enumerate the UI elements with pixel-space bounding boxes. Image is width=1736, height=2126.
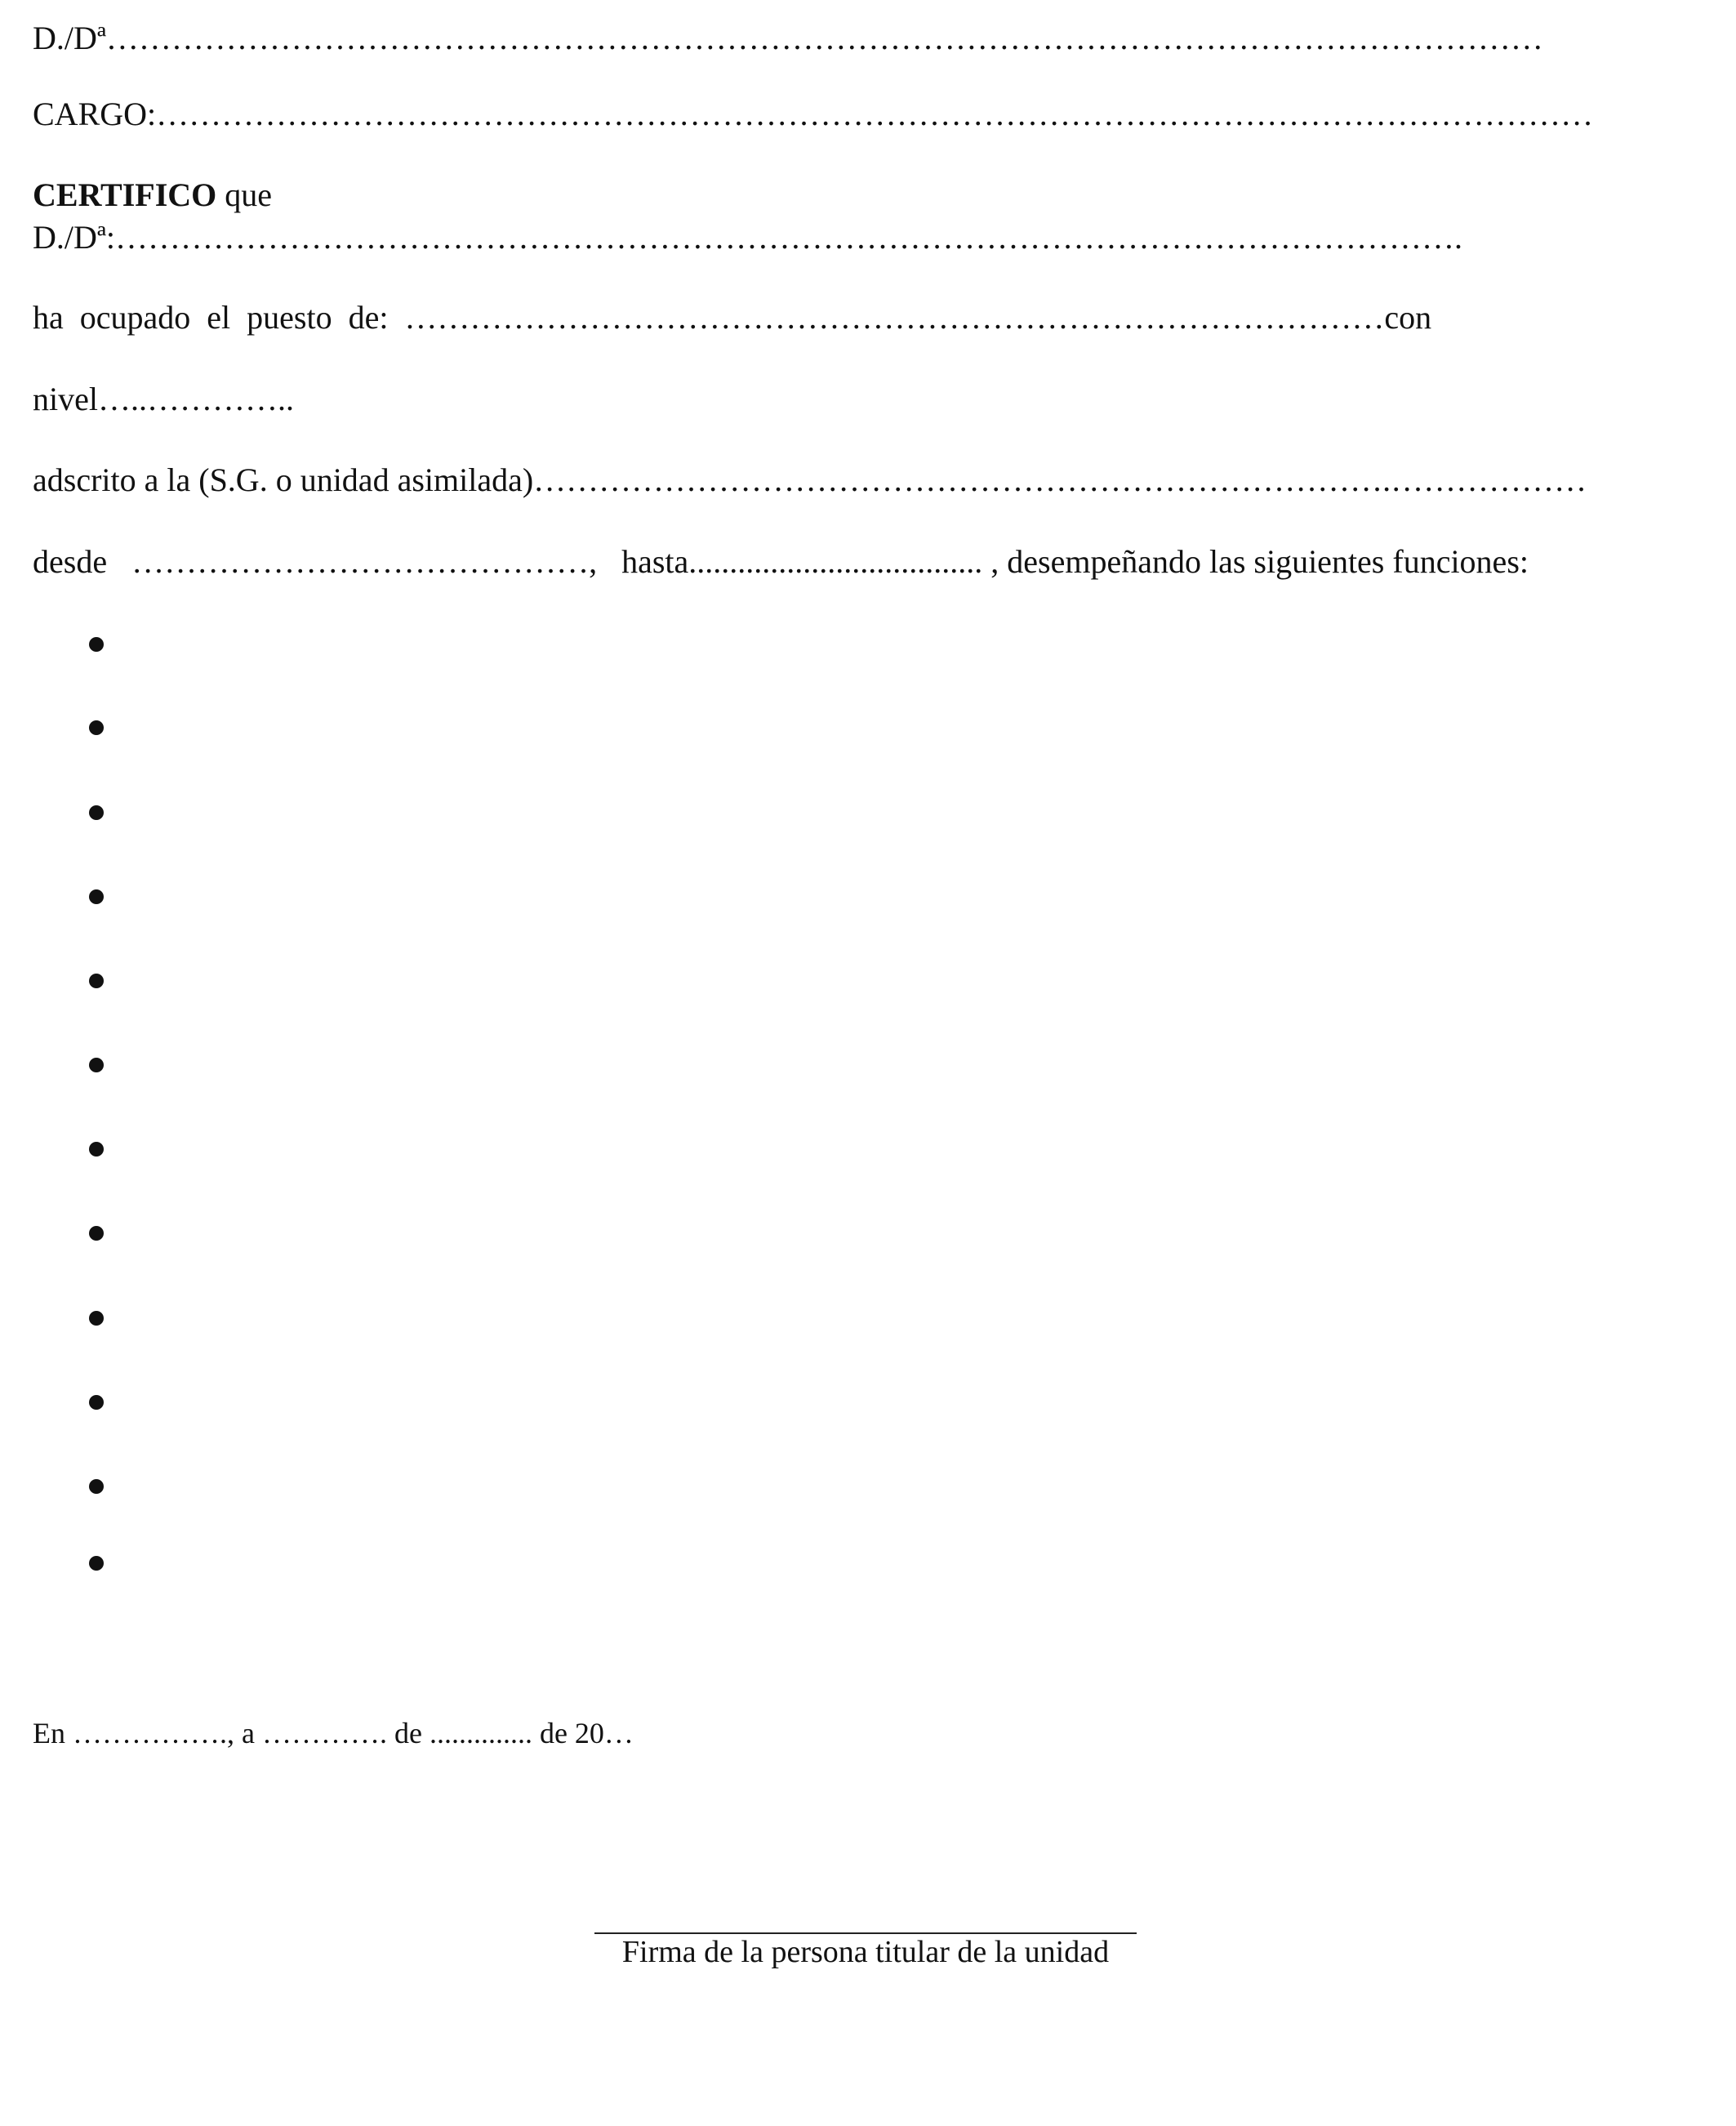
dda-line: D./Dª……………………………………………………………………………………………………………………: [33, 20, 1543, 56]
list-item-bullet: [89, 1058, 104, 1072]
place-date-line: En ……………., a …………. de .............. de 20…: [33, 1717, 634, 1749]
desde-hasta-line: desde ……………………………………, hasta.................................... , desempeñando las siguientes funciones:: [33, 543, 1529, 580]
cargo-line: CARGO:……………………………………………………………………………………………………………………: [33, 96, 1594, 132]
list-item-bullet: [89, 1226, 104, 1241]
certifico-keyword: CERTIFICO: [33, 176, 217, 213]
nivel-line: nivel…..…………..: [33, 381, 294, 417]
certifico-line: [33, 176, 272, 215]
puesto-line: ha ocupado el puesto de: ………………………………………………………………………………con: [33, 299, 1432, 336]
list-item-bullet: [89, 1311, 104, 1326]
list-item-bullet: [89, 720, 104, 735]
list-item-bullet: [89, 974, 104, 988]
list-item-bullet: [89, 1556, 104, 1571]
dda-name-line: D./Dª:…………………………………………………………………………………………………………….: [33, 219, 1463, 256]
list-item-bullet: [89, 1479, 104, 1494]
certifico-que: que: [216, 176, 273, 213]
list-item-bullet: [89, 1395, 104, 1410]
list-item-bullet: [89, 805, 104, 820]
list-item-bullet: [89, 889, 104, 904]
list-item-bullet: [89, 1142, 104, 1157]
list-item-bullet: [89, 637, 104, 652]
signature-caption: Firma de la persona titular de la unidad: [621, 1935, 1110, 1969]
adscrito-line: adscrito a la (S.G. o unidad asimilada)…………………………………………………………………….………………: [33, 461, 1587, 498]
